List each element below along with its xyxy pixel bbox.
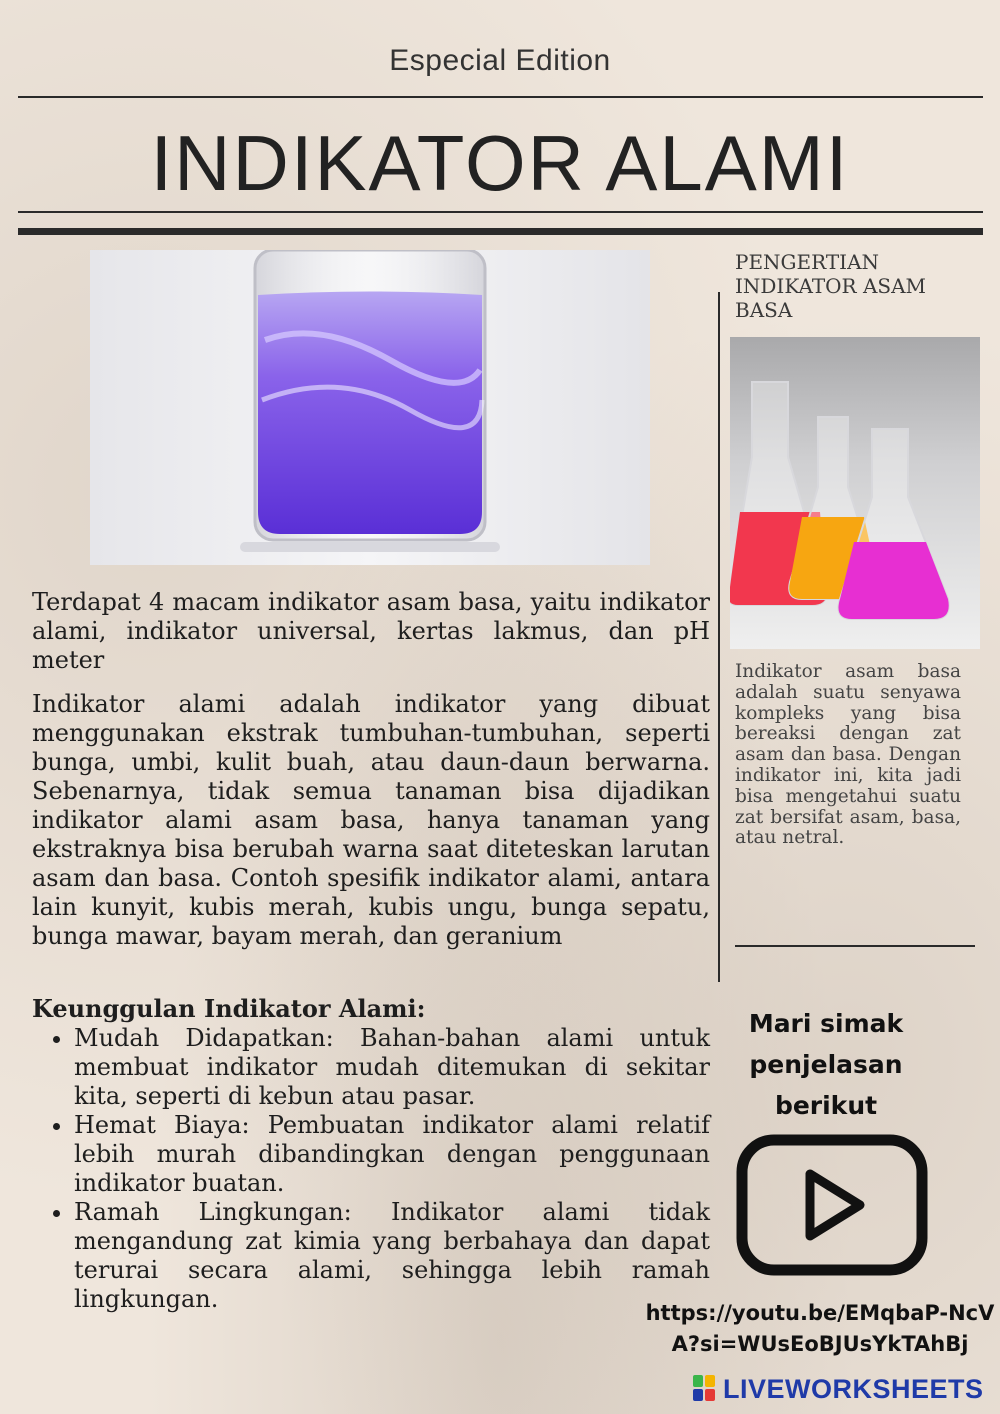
brand-icon	[693, 1375, 715, 1401]
flasks-illustration	[730, 337, 980, 649]
advantages-list	[32, 1024, 710, 1314]
header-rule-thick	[18, 228, 983, 235]
sidebar-heading: PENGERTIAN INDIKATOR ASAM BASA	[735, 250, 927, 322]
video-link[interactable]: https://youtu.be/EMqbaP-NcVA?si=WUsEoBJUsYkTAhBj	[645, 1301, 995, 1356]
beaker-photo	[90, 250, 650, 565]
edition-label: Especial Edition	[389, 44, 611, 77]
sidebar-text: Indikator asam basa adalah suatu senyawa kompleks yang bisa bereaksi dengan zat asam dan basa. Dengan indikator ini, kita jadi bisa mengetahui suatu zat bersifat asam, basa, atau netral.	[735, 661, 961, 849]
list-item: • Hemat Biaya: Pembuatan indikator alami relatif lebih murah dibandingkan dengan penggunaan indikator buatan.	[74, 1111, 710, 1198]
header-rule-middle	[18, 211, 983, 213]
sidebar-rule	[735, 945, 975, 947]
definition-paragraph: Indikator alami adalah indikator yang dibuat menggunakan ekstrak tumbuhan-tumbuhan, seperti bunga, umbi, kulit buah, atau daun-daun berwarna. Sebenarnya, tidak semua tanaman bisa dijadikan indikator alami asam basa, hanya tanaman yang ekstraknya bisa berubah warna saat diteteskan larutan asam dan basa. Contoh spesifik indikator alami, antara lain kunyit, kubis merah, kubis ungu, bunga sepatu, bunga mawar, bayam merah, dan geranium	[32, 690, 710, 950]
liveworksheets-logo	[693, 1374, 993, 1406]
beaker-illustration	[90, 250, 650, 565]
video-cta-text: Mari simak penjelasan berikut	[748, 1009, 904, 1120]
advantages-heading: Keunggulan Indikator Alami:	[32, 994, 426, 1023]
play-button[interactable]	[736, 1134, 928, 1276]
intro-paragraph: Terdapat 4 macam indikator asam basa, yaitu indikator alami, indikator universal, kertas lakmus, dan pH meter	[32, 588, 710, 674]
brand-name: LIVEWORKSHEETS	[723, 1374, 984, 1404]
list-item: • Ramah Lingkungan: Indikator alami tidak mengandung zat kimia yang berbahaya dan dapat terurai secara alami, sehingga lebih ramah lingkungan.	[74, 1198, 710, 1314]
list-item: • Mudah Didapatkan: Bahan-bahan alami untuk membuat indikator mudah ditemukan di sekitar kita, seperti di kebun atau pasar.	[74, 1024, 710, 1111]
header-rule-top	[18, 96, 983, 98]
play-icon	[736, 1134, 928, 1276]
column-divider	[718, 292, 720, 982]
flasks-photo	[730, 337, 980, 649]
page-title: INDIKATOR ALAMI	[150, 119, 850, 207]
